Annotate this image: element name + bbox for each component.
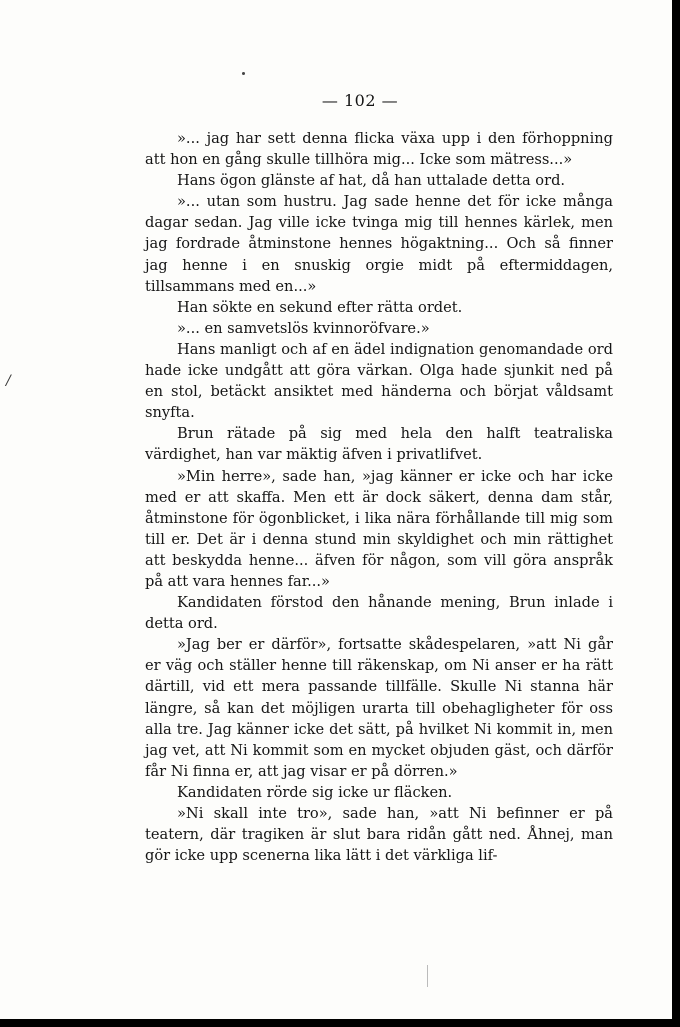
scan-border-bottom xyxy=(0,1019,680,1027)
margin-pencil-mark: / xyxy=(6,373,11,389)
paragraph: Hans manligt och af en ädel indignation genomandade ord hade icke undgått att göra värkan. Olga hade sjunkit ned på en stol, betäckt ansiktet med händerna och börjat våldsamt snyfta. xyxy=(145,340,613,422)
ink-dot xyxy=(242,72,245,75)
paragraph: »... jag har sett denna flicka växa upp i den förhoppning att hon en gång skulle tillhöra mig... Icke som mätress...» xyxy=(145,130,613,169)
paragraph: Kandidaten rörde sig icke ur fläcken. xyxy=(177,783,453,801)
paragraph: Han sökte en sekund efter rätta ordet. xyxy=(177,298,463,316)
paragraph: Brun rätade på sig med hela den halft teatraliska värdighet, han var mäktig äfven i privatlifvet. xyxy=(145,425,613,464)
scan-border-right xyxy=(672,0,680,1027)
paragraph: »Min herre», sade han, »jag känner er icke och har icke med er att skaffa. Men ett är dock säkert, denna dam står, åtminstone för ögonblicket, i lika nära förhållande till mig som till er. Det är i denna stund min skyldighet och min rättighet att beskydda henne... äfven för någon, som vill göra anspråk på att vara hennes far...» xyxy=(145,467,613,590)
paragraph: Kandidaten förstod den hånande mening, Brun inlade i detta ord. xyxy=(145,594,613,633)
scan-scratch xyxy=(427,965,428,987)
paragraph: »... en samvetslös kvinnoröfvare.» xyxy=(177,319,430,337)
body-text xyxy=(145,128,613,866)
page-number: — 102 — xyxy=(321,91,399,110)
paragraph: Hans ögon glänste af hat, då han uttalade detta ord. xyxy=(177,172,566,190)
paragraph: »... utan som hustru. Jag sade henne det för icke många dagar sedan. Jag ville icke tvinga mig till hennes kärlek, men jag fordrade åtminstone hennes högaktning... Och så finner jag henne i en snuskig orgie midt på eftermiddagen, tillsammans med en...» xyxy=(145,193,613,295)
paragraph: »Ni skall inte tro», sade han, »att Ni befinner er på teatern, där tragiken är slut bara ridån gått ned. Åhnej, man gör icke upp scenerna lika lätt i det värkliga lif- xyxy=(145,805,613,865)
paragraph: »Jag ber er därför», fortsatte skådespelaren, »att Ni går er väg och ställer henne till räkenskap, om Ni anser er ha rätt därtill, vid ett mera passande tillfälle. Skulle Ni stanna här längre, så kan det möjligen urarta till obehagligheter för oss alla tre. Jag känner icke det sätt, på hvilket Ni kommit in, men jag vet, att Ni kommit som en mycket objuden gäst, och därför får Ni finna er, att jag visar er på dörren.» xyxy=(145,636,613,780)
